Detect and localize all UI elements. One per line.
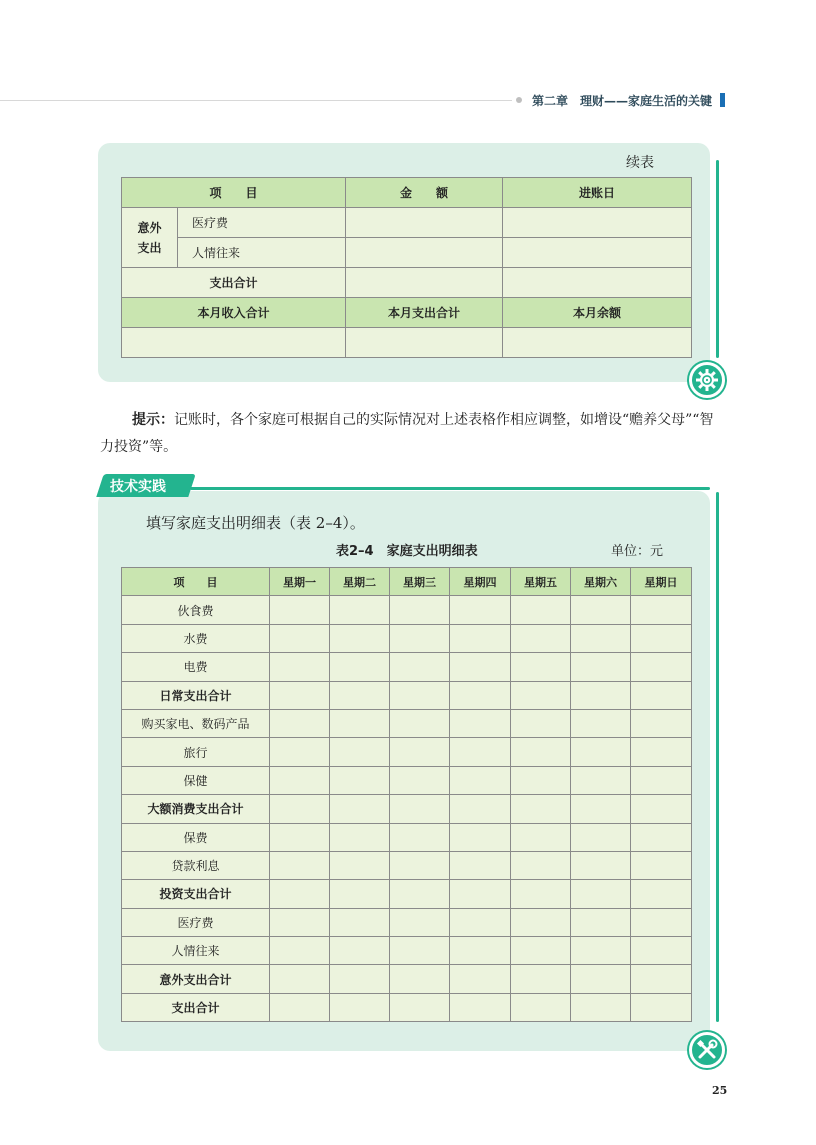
row-label: 日常支出合计 (122, 681, 270, 709)
day-amount-cell[interactable] (330, 823, 390, 851)
table-row (122, 624, 692, 652)
table-row (122, 681, 692, 709)
continued-label: 续表 (626, 155, 654, 171)
table-caption: 表2–4 家庭支出明细表 (336, 544, 478, 559)
row-label: 保费 (122, 823, 270, 851)
row-label: 购买家电、数码产品 (122, 709, 270, 737)
day-amount-cell[interactable] (330, 596, 390, 624)
amount-cell[interactable] (346, 208, 503, 238)
table-row (122, 937, 692, 965)
header-income-date: 进账日 (503, 178, 692, 208)
table-row (122, 795, 692, 823)
day-amount-cell[interactable] (571, 596, 631, 624)
table-row (122, 328, 692, 358)
expense-total-cell[interactable] (346, 328, 503, 358)
chapter-title: 第二章 理财——家庭生活的关键 (532, 94, 713, 108)
day-amount-cell[interactable] (450, 880, 511, 908)
day-amount-cell[interactable] (270, 738, 330, 766)
row-label: 电费 (122, 653, 270, 681)
day-amount-cell[interactable] (450, 738, 511, 766)
tools-icon (689, 1032, 725, 1068)
day-amount-cell[interactable] (390, 709, 450, 737)
day-amount-cell[interactable] (390, 738, 450, 766)
day-amount-cell[interactable] (511, 965, 571, 993)
day-amount-cell[interactable] (631, 880, 692, 908)
row-label: 支出合计 (122, 993, 270, 1021)
day-amount-cell[interactable] (270, 851, 330, 879)
day-amount-cell[interactable] (571, 624, 631, 652)
day-amount-cell[interactable] (571, 681, 631, 709)
date-cell[interactable] (503, 208, 692, 238)
day-amount-cell[interactable] (330, 937, 390, 965)
subtotal-label: 支出合计 (122, 268, 346, 298)
page-number: 25 (712, 1084, 728, 1097)
day-amount-cell[interactable] (631, 937, 692, 965)
amount-cell[interactable] (346, 238, 503, 268)
group-label-text: 意外支出 (137, 220, 162, 255)
day-amount-cell[interactable] (450, 596, 511, 624)
header-item: 项 目 (122, 568, 270, 596)
day-amount-cell[interactable] (571, 766, 631, 794)
day-amount-cell[interactable] (631, 624, 692, 652)
date-cell[interactable] (503, 268, 692, 298)
continued-income-table (121, 177, 692, 358)
header-thursday: 星期四 (450, 568, 511, 596)
day-amount-cell[interactable] (390, 937, 450, 965)
chapter-marker (720, 93, 725, 107)
day-amount-cell[interactable] (511, 653, 571, 681)
practice-instruction: 填写家庭支出明细表（表 2–4）。 (146, 514, 365, 532)
day-amount-cell[interactable] (330, 795, 390, 823)
row-label: 人情往来 (178, 238, 346, 268)
day-amount-cell[interactable] (330, 738, 390, 766)
practice-tab-label: 技术实践 (110, 479, 166, 495)
table-header-row (122, 568, 692, 596)
day-amount-cell[interactable] (511, 795, 571, 823)
row-label: 贷款利息 (122, 851, 270, 879)
amount-cell[interactable] (346, 268, 503, 298)
header-rule (0, 100, 512, 101)
day-amount-cell[interactable] (450, 993, 511, 1021)
practice-accent-line-side (716, 492, 719, 1022)
day-amount-cell[interactable] (571, 738, 631, 766)
day-amount-cell[interactable] (450, 653, 511, 681)
table-row (122, 908, 692, 936)
day-amount-cell[interactable] (631, 851, 692, 879)
day-amount-cell[interactable] (631, 965, 692, 993)
day-amount-cell[interactable] (511, 851, 571, 879)
day-amount-cell[interactable] (631, 738, 692, 766)
day-amount-cell[interactable] (571, 993, 631, 1021)
header-saturday: 星期六 (571, 568, 631, 596)
day-amount-cell[interactable] (390, 624, 450, 652)
row-label: 医疗费 (122, 908, 270, 936)
day-amount-cell[interactable] (631, 795, 692, 823)
day-amount-cell[interactable] (330, 709, 390, 737)
day-amount-cell[interactable] (631, 653, 692, 681)
day-amount-cell[interactable] (450, 624, 511, 652)
summary-balance: 本月余额 (503, 298, 692, 328)
day-amount-cell[interactable] (270, 937, 330, 965)
header-sunday: 星期日 (631, 568, 692, 596)
table-row (122, 823, 692, 851)
day-amount-cell[interactable] (330, 965, 390, 993)
day-amount-cell[interactable] (511, 709, 571, 737)
table-row (122, 653, 692, 681)
header-monday: 星期一 (270, 568, 330, 596)
practice-accent-line-top (190, 487, 710, 490)
day-amount-cell[interactable] (270, 596, 330, 624)
day-amount-cell[interactable] (330, 681, 390, 709)
row-label: 旅行 (122, 738, 270, 766)
hint-text: 记账时，各个家庭可根据自己的实际情况对上述表格作相应调整，如增设“赡养父母”“智力投资”等。 (100, 412, 714, 455)
day-amount-cell[interactable] (511, 738, 571, 766)
table-row (122, 238, 692, 268)
table-row (122, 965, 692, 993)
day-amount-cell[interactable] (330, 624, 390, 652)
day-amount-cell[interactable] (571, 653, 631, 681)
panel-accent-line (716, 160, 719, 358)
day-amount-cell[interactable] (631, 993, 692, 1021)
row-label: 人情往来 (122, 937, 270, 965)
day-amount-cell[interactable] (450, 795, 511, 823)
row-label: 水费 (122, 624, 270, 652)
day-amount-cell[interactable] (330, 766, 390, 794)
header-amount: 金 额 (346, 178, 503, 208)
balance-cell[interactable] (503, 328, 692, 358)
day-amount-cell[interactable] (390, 851, 450, 879)
row-label: 投资支出合计 (122, 880, 270, 908)
hint-label: 提示： (132, 412, 174, 428)
day-amount-cell[interactable] (270, 795, 330, 823)
day-amount-cell[interactable] (511, 596, 571, 624)
day-amount-cell[interactable] (450, 823, 511, 851)
income-total-cell[interactable] (122, 328, 346, 358)
header-item: 项 目 (122, 178, 346, 208)
day-amount-cell[interactable] (511, 681, 571, 709)
day-amount-cell[interactable] (571, 851, 631, 879)
table-row (122, 851, 692, 879)
hint-paragraph (100, 407, 720, 461)
expense-detail-table (121, 567, 692, 1022)
table-row (122, 268, 692, 298)
day-amount-cell[interactable] (571, 880, 631, 908)
group-label-accident (122, 208, 178, 268)
day-amount-cell[interactable] (571, 908, 631, 936)
gear-icon (689, 362, 725, 398)
day-amount-cell[interactable] (270, 965, 330, 993)
day-amount-cell[interactable] (571, 709, 631, 737)
day-amount-cell[interactable] (270, 624, 330, 652)
day-amount-cell[interactable] (390, 993, 450, 1021)
day-amount-cell[interactable] (330, 653, 390, 681)
table-row (122, 208, 692, 238)
day-amount-cell[interactable] (511, 624, 571, 652)
day-amount-cell[interactable] (450, 937, 511, 965)
day-amount-cell[interactable] (511, 880, 571, 908)
day-amount-cell[interactable] (631, 709, 692, 737)
summary-income-total: 本月收入合计 (122, 298, 346, 328)
day-amount-cell[interactable] (631, 823, 692, 851)
row-label: 伙食费 (122, 596, 270, 624)
day-amount-cell[interactable] (450, 766, 511, 794)
day-amount-cell[interactable] (390, 823, 450, 851)
header-tuesday: 星期二 (330, 568, 390, 596)
summary-expense-total: 本月支出合计 (346, 298, 503, 328)
day-amount-cell[interactable] (511, 993, 571, 1021)
day-amount-cell[interactable] (450, 965, 511, 993)
row-label: 医疗费 (178, 208, 346, 238)
day-amount-cell[interactable] (390, 681, 450, 709)
day-amount-cell[interactable] (390, 880, 450, 908)
table-row (122, 709, 692, 737)
table-unit: 单位：元 (611, 544, 664, 559)
day-amount-cell[interactable] (330, 908, 390, 936)
day-amount-cell[interactable] (390, 908, 450, 936)
day-amount-cell[interactable] (511, 937, 571, 965)
day-amount-cell[interactable] (270, 681, 330, 709)
day-amount-cell[interactable] (330, 993, 390, 1021)
day-amount-cell[interactable] (270, 823, 330, 851)
day-amount-cell[interactable] (511, 908, 571, 936)
day-amount-cell[interactable] (390, 653, 450, 681)
date-cell[interactable] (503, 238, 692, 268)
day-amount-cell[interactable] (631, 596, 692, 624)
day-amount-cell[interactable] (571, 965, 631, 993)
summary-header-row (122, 298, 692, 328)
table-row (122, 596, 692, 624)
expense-table-body (122, 596, 692, 1022)
day-amount-cell[interactable] (571, 823, 631, 851)
day-amount-cell[interactable] (270, 908, 330, 936)
day-amount-cell[interactable] (631, 681, 692, 709)
table-row (122, 993, 692, 1021)
day-amount-cell[interactable] (450, 681, 511, 709)
day-amount-cell[interactable] (390, 766, 450, 794)
day-amount-cell[interactable] (270, 993, 330, 1021)
day-amount-cell[interactable] (390, 795, 450, 823)
day-amount-cell[interactable] (270, 709, 330, 737)
day-amount-cell[interactable] (631, 766, 692, 794)
day-amount-cell[interactable] (450, 908, 511, 936)
day-amount-cell[interactable] (390, 965, 450, 993)
header-dot (516, 97, 522, 103)
row-label: 意外支出合计 (122, 965, 270, 993)
row-label: 保健 (122, 766, 270, 794)
day-amount-cell[interactable] (631, 908, 692, 936)
row-label: 大额消费支出合计 (122, 795, 270, 823)
table-row (122, 766, 692, 794)
day-amount-cell[interactable] (270, 766, 330, 794)
day-amount-cell[interactable] (450, 851, 511, 879)
day-amount-cell[interactable] (270, 653, 330, 681)
day-amount-cell[interactable] (511, 823, 571, 851)
day-amount-cell[interactable] (390, 596, 450, 624)
table-row (122, 738, 692, 766)
day-amount-cell[interactable] (330, 851, 390, 879)
day-amount-cell[interactable] (571, 795, 631, 823)
day-amount-cell[interactable] (450, 709, 511, 737)
header-wednesday: 星期三 (390, 568, 450, 596)
day-amount-cell[interactable] (330, 880, 390, 908)
header-friday: 星期五 (511, 568, 571, 596)
day-amount-cell[interactable] (571, 937, 631, 965)
table-header-row (122, 178, 692, 208)
day-amount-cell[interactable] (511, 766, 571, 794)
table-row (122, 880, 692, 908)
day-amount-cell[interactable] (270, 880, 330, 908)
